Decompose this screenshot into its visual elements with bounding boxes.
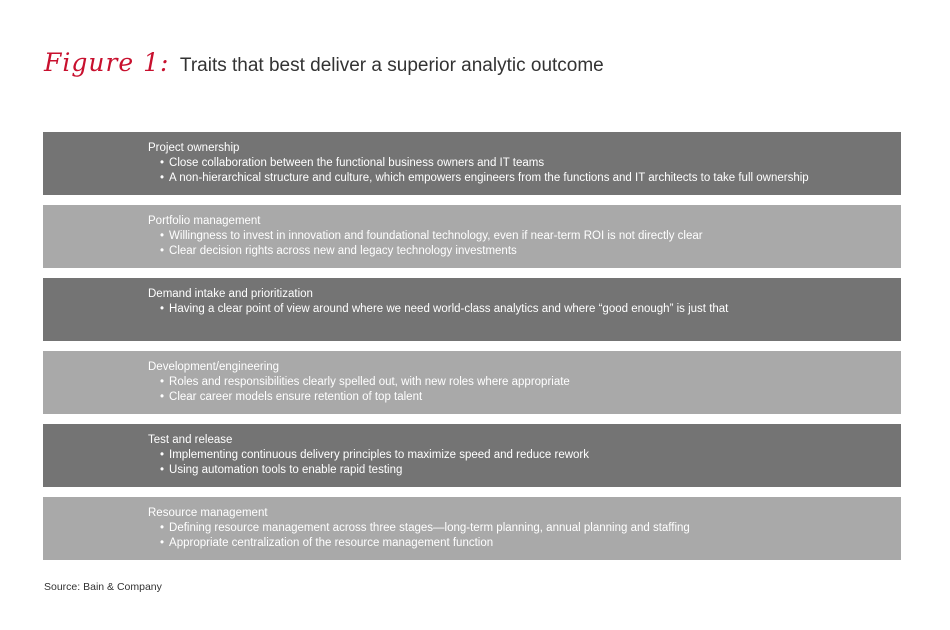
figure-title xyxy=(44,48,604,77)
trait-row xyxy=(43,278,901,341)
trait-row-title: Portfolio management xyxy=(148,215,261,227)
trait-row-title: Test and release xyxy=(148,434,233,446)
trait-bullet: • Implementing continuous delivery principles to maximize speed and reduce rework xyxy=(148,448,901,463)
trait-row-title: Development/engineering xyxy=(148,361,280,373)
trait-bullet: • Clear career models ensure retention of top talent xyxy=(148,390,901,405)
trait-row xyxy=(43,132,901,195)
figure-heading: Traits that best deliver a superior analytic outcome xyxy=(179,55,604,76)
trait-bullet: • Having a clear point of view around where we need world-class analytics and where “good enough” is just that xyxy=(148,302,901,317)
trait-bullet: • Appropriate centralization of the resource management function xyxy=(148,536,901,551)
trait-bullet: • A non-hierarchical structure and culture, which empowers engineers from the functions and IT architects to take full ownership xyxy=(148,171,901,186)
trait-bullet: • Using automation tools to enable rapid testing xyxy=(148,463,901,478)
trait-bullet: • Clear decision rights across new and legacy technology investments xyxy=(148,244,901,259)
trait-row xyxy=(43,497,901,560)
trait-bullet: • Defining resource management across three stages—long-term planning, annual planning and staffing xyxy=(148,521,901,536)
traits-table xyxy=(43,132,901,570)
trait-bullet: • Willingness to invest in innovation and foundational technology, even if near-term ROI is not directly clear xyxy=(148,229,901,244)
trait-row xyxy=(43,205,901,268)
trait-row-title: Resource management xyxy=(148,507,268,519)
source-note: Source: Bain & Company xyxy=(44,581,162,593)
trait-row-title: Project ownership xyxy=(148,142,240,154)
trait-row-title: Demand intake and prioritization xyxy=(148,288,313,300)
figure-label: Figure 1: xyxy=(44,48,170,77)
trait-row xyxy=(43,351,901,414)
trait-bullet: • Roles and responsibilities clearly spelled out, with new roles where appropriate xyxy=(148,375,901,390)
trait-row xyxy=(43,424,901,487)
trait-bullet: • Close collaboration between the functional business owners and IT teams xyxy=(148,156,901,171)
